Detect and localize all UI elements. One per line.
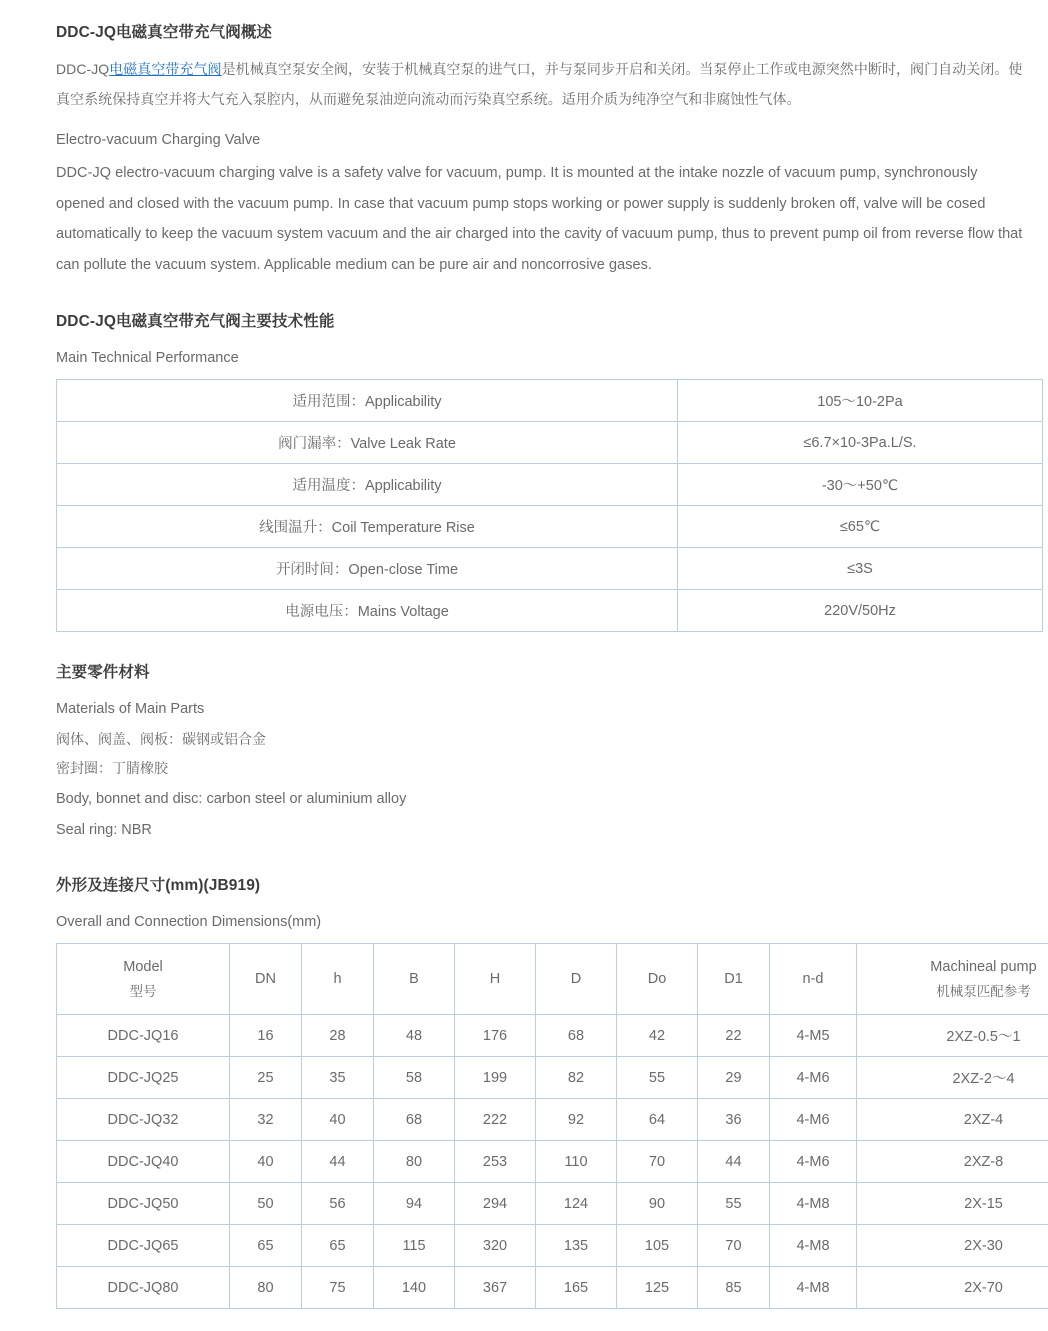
cell-model: DDC-JQ40 — [57, 1141, 230, 1183]
cell-d: 124 — [536, 1183, 617, 1225]
cell-nd: 4-M8 — [770, 1267, 857, 1309]
cell-model: DDC-JQ50 — [57, 1183, 230, 1225]
technical-performance-table-body — [57, 380, 1043, 632]
technical-performance-table — [56, 379, 1043, 632]
cell-do: 64 — [617, 1099, 698, 1141]
cell-dn: 25 — [230, 1057, 302, 1099]
cell-H: 294 — [455, 1183, 536, 1225]
column-header-h-upper: H — [455, 944, 536, 1015]
cell-d1: 36 — [698, 1099, 770, 1141]
table-row — [57, 590, 1043, 632]
dimensions-subtitle-en: Overall and Connection Dimensions(mm) — [56, 907, 1024, 937]
cell-dn: 40 — [230, 1141, 302, 1183]
cell-dn: 32 — [230, 1099, 302, 1141]
cell-b: 94 — [374, 1183, 455, 1225]
cell-model: DDC-JQ16 — [57, 1015, 230, 1057]
cell-d: 92 — [536, 1099, 617, 1141]
cell-H: 176 — [455, 1015, 536, 1057]
cell-do: 42 — [617, 1015, 698, 1057]
performance-value: ≤6.7×10-3Pa.L/S. — [678, 422, 1043, 464]
cell-d1: 29 — [698, 1057, 770, 1099]
cell-b: 58 — [374, 1057, 455, 1099]
column-header-model-cn: 型号 — [61, 980, 225, 1004]
performance-value: ≤65℃ — [678, 506, 1043, 548]
spacer — [56, 636, 1024, 662]
cell-model: DDC-JQ32 — [57, 1099, 230, 1141]
cell-dn: 50 — [230, 1183, 302, 1225]
cell-pump: 2X-30 — [857, 1225, 1048, 1267]
cell-nd: 4-M8 — [770, 1183, 857, 1225]
performance-label: 适用范围：Applicability — [57, 380, 678, 422]
column-header-nd: n-d — [770, 944, 857, 1015]
table-row — [57, 548, 1043, 590]
cell-h: 35 — [302, 1057, 374, 1099]
materials-line: 阀体、阀盖、阀板：碳钢或铝合金 — [56, 725, 1024, 755]
overview-paragraph-cn-pre: DDC-JQ — [56, 61, 109, 77]
overview-section — [56, 22, 1024, 281]
cell-b: 115 — [374, 1225, 455, 1267]
cell-d: 110 — [536, 1141, 617, 1183]
dimensions-table-head — [57, 944, 1048, 1015]
column-header-machineal-pump — [857, 944, 1048, 1015]
table-header-row — [57, 944, 1048, 1015]
column-header-do: Do — [617, 944, 698, 1015]
cell-b: 48 — [374, 1015, 455, 1057]
materials-line: Seal ring: NBR — [56, 815, 1024, 846]
cell-pump: 2XZ-0.5～1 — [857, 1015, 1048, 1057]
overview-paragraph-cn — [56, 54, 1024, 116]
cell-do: 70 — [617, 1141, 698, 1183]
table-row — [57, 1141, 1048, 1183]
column-header-d1: D1 — [698, 944, 770, 1015]
cell-pump: 2X-70 — [857, 1267, 1048, 1309]
table-row — [57, 380, 1043, 422]
table-row — [57, 422, 1043, 464]
cell-do: 55 — [617, 1057, 698, 1099]
cell-d: 68 — [536, 1015, 617, 1057]
dimensions-table-body — [57, 1015, 1048, 1309]
cell-d1: 44 — [698, 1141, 770, 1183]
materials-subtitle-en: Materials of Main Parts — [56, 694, 1024, 725]
cell-nd: 4-M6 — [770, 1099, 857, 1141]
cell-b: 140 — [374, 1267, 455, 1309]
performance-label: 线围温升：Coil Temperature Rise — [57, 506, 678, 548]
cell-d1: 70 — [698, 1225, 770, 1267]
cell-H: 222 — [455, 1099, 536, 1141]
materials-line: Body, bonnet and disc: carbon steel or aluminium alloy — [56, 784, 1024, 815]
materials-section — [56, 662, 1024, 845]
cell-H: 367 — [455, 1267, 536, 1309]
cell-nd: 4-M6 — [770, 1057, 857, 1099]
cell-nd: 4-M6 — [770, 1141, 857, 1183]
cell-d: 135 — [536, 1225, 617, 1267]
performance-label: 电源电压：Mains Voltage — [57, 590, 678, 632]
column-header-pump-en: Machineal pump — [861, 955, 1048, 980]
overview-subtitle-en: Electro-vacuum Charging Valve — [56, 125, 1024, 156]
dimensions-section — [56, 875, 1024, 1309]
cell-d1: 55 — [698, 1183, 770, 1225]
performance-subtitle-en: Main Technical Performance — [56, 343, 1024, 373]
cell-H: 320 — [455, 1225, 536, 1267]
materials-line: 密封圈：丁腈橡胶 — [56, 754, 1024, 784]
cell-do: 125 — [617, 1267, 698, 1309]
cell-d: 82 — [536, 1057, 617, 1099]
dimensions-heading: 外形及连接尺寸(mm)(JB919) — [56, 875, 1024, 897]
cell-nd: 4-M5 — [770, 1015, 857, 1057]
table-row — [57, 1015, 1048, 1057]
cell-H: 253 — [455, 1141, 536, 1183]
cell-h: 28 — [302, 1015, 374, 1057]
table-row — [57, 1267, 1048, 1309]
table-row — [57, 464, 1043, 506]
cell-dn: 16 — [230, 1015, 302, 1057]
spacer — [56, 849, 1024, 875]
cell-h: 40 — [302, 1099, 374, 1141]
cell-H: 199 — [455, 1057, 536, 1099]
electro-vacuum-valve-link[interactable]: 电磁真空带充气阀 — [109, 61, 221, 77]
table-row — [57, 1057, 1048, 1099]
cell-d: 165 — [536, 1267, 617, 1309]
cell-do: 90 — [617, 1183, 698, 1225]
cell-model: DDC-JQ25 — [57, 1057, 230, 1099]
cell-pump: 2XZ-4 — [857, 1099, 1048, 1141]
cell-h: 65 — [302, 1225, 374, 1267]
cell-do: 105 — [617, 1225, 698, 1267]
table-row — [57, 1183, 1048, 1225]
column-header-d: D — [536, 944, 617, 1015]
column-header-h-lower: h — [302, 944, 374, 1015]
column-header-model — [57, 944, 230, 1015]
performance-label: 阀门漏率：Valve Leak Rate — [57, 422, 678, 464]
performance-label: 开闭时间：Open-close Time — [57, 548, 678, 590]
performance-value: ≤3S — [678, 548, 1043, 590]
overview-paragraph-en: DDC-JQ electro-vacuum charging valve is a safety valve for vacuum, pump. It is mounted at the intake nozzle of vacuum pump, synchronously opened and closed with the vacuum pump. In case that vacuum pump stops working or power supply is suddenly broken off, valve will be cosed automatically to keep the vacuum system vacuum and the air charged into the cavity of vacuum pump, thus to prevent pump oil from reverse flow that can pollute the vacuum system. Applicable medium can be pure air and noncorrosive gases. — [56, 158, 1024, 281]
dimensions-table — [56, 943, 1048, 1309]
cell-d1: 85 — [698, 1267, 770, 1309]
cell-pump: 2XZ-8 — [857, 1141, 1048, 1183]
spacer — [56, 117, 1024, 125]
cell-h: 56 — [302, 1183, 374, 1225]
cell-h: 44 — [302, 1141, 374, 1183]
performance-heading: DDC-JQ电磁真空带充气阀主要技术性能 — [56, 311, 1024, 333]
performance-value: -30～+50℃ — [678, 464, 1043, 506]
overview-paragraph-cn-post: 是机械真空泵安全阀，安装于机械真空泵的进气口，并与泵同步开启和关闭。当泵停止工作或电源突然中断时，阀门自动关闭。使真空系统保持真空并将大气充入泵腔内，从而避免泵油逆向流动而污染真空系统。适用介质为纯净空气和非腐蚀性气体。 — [56, 61, 1022, 108]
performance-value: 105～10-2Pa — [678, 380, 1043, 422]
table-row — [57, 1099, 1048, 1141]
column-header-pump-cn: 机械泵匹配参考 — [861, 980, 1048, 1004]
performance-section — [56, 311, 1024, 632]
cell-dn: 80 — [230, 1267, 302, 1309]
overview-heading: DDC-JQ电磁真空带充气阀概述 — [56, 22, 1024, 44]
column-header-dn: DN — [230, 944, 302, 1015]
cell-b: 68 — [374, 1099, 455, 1141]
performance-value: 220V/50Hz — [678, 590, 1043, 632]
column-header-model-en: Model — [61, 955, 225, 980]
materials-heading: 主要零件材料 — [56, 662, 1024, 684]
column-header-b: B — [374, 944, 455, 1015]
spacer — [56, 285, 1024, 311]
performance-label: 适用温度：Applicability — [57, 464, 678, 506]
cell-pump: 2XZ-2～4 — [857, 1057, 1048, 1099]
table-row — [57, 506, 1043, 548]
cell-nd: 4-M8 — [770, 1225, 857, 1267]
cell-b: 80 — [374, 1141, 455, 1183]
cell-pump: 2X-15 — [857, 1183, 1048, 1225]
cell-d1: 22 — [698, 1015, 770, 1057]
cell-model: DDC-JQ80 — [57, 1267, 230, 1309]
table-row — [57, 1225, 1048, 1267]
cell-model: DDC-JQ65 — [57, 1225, 230, 1267]
cell-h: 75 — [302, 1267, 374, 1309]
cell-dn: 65 — [230, 1225, 302, 1267]
